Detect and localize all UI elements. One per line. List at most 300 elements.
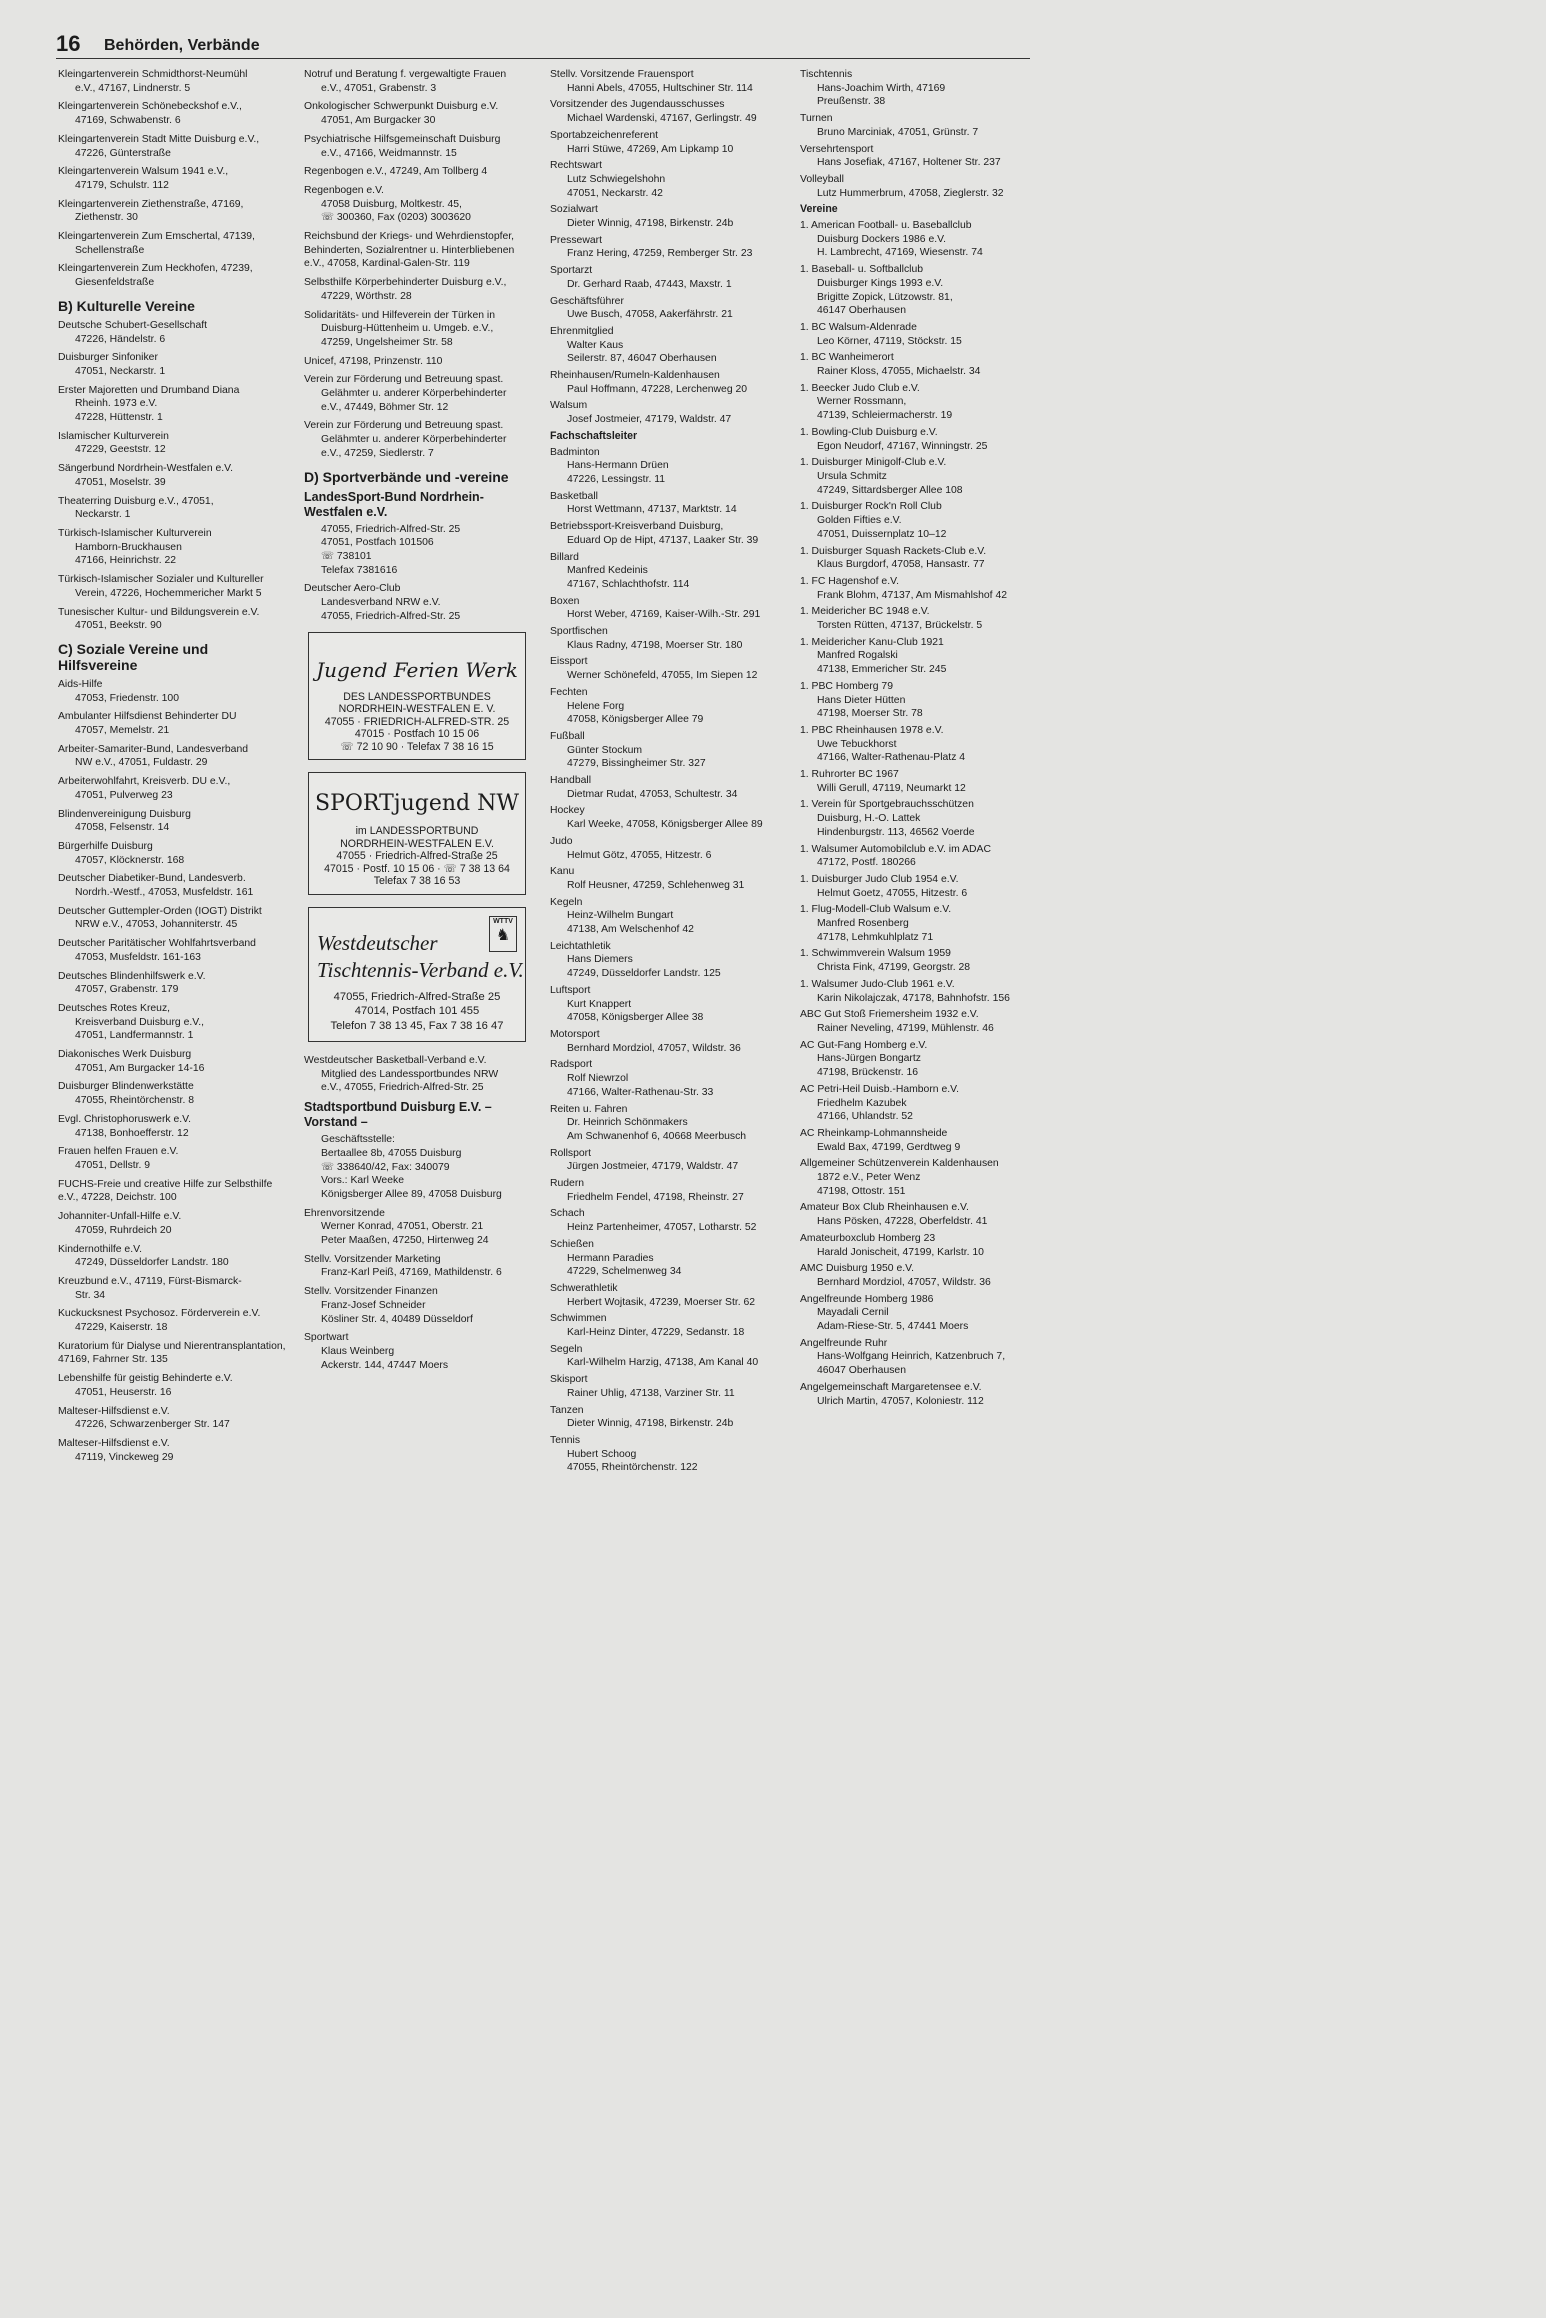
jugendferienwerk-logo: Jugend Ferien Werk [316,657,518,682]
entry-detail: Karl-Wilhelm Harzig, 47138, Am Kanal 40 [567,1357,759,1369]
entry-name: Regenbogen e.V. [304,184,384,196]
entry-name: Rollsport [550,1147,591,1159]
entry-detail: 47051, Duissernplatz 10–12 [817,528,947,540]
role-entry [550,129,786,156]
entry-name: Stellv. Vorsitzende Frauensport [550,69,694,80]
fachschaft-entry [550,1147,786,1174]
fachschaft-entry [550,1343,786,1370]
entry-name: Kreuzbund e.V., 47119, Fürst-Bismarck- [58,1275,242,1287]
entry-detail: Josef Jostmeier, 47179, Waldstr. 47 [567,414,732,426]
entry-name: Malteser-Hilfsdienst e.V. [58,1437,170,1449]
entry-detail: Walter Kaus [567,339,624,351]
verein-entry [800,351,1032,378]
directory-entry [304,373,534,414]
directory-entry [58,133,288,160]
text-line: Vors.: Karl Weeke [321,1175,404,1187]
fachschaft-entry [550,625,786,652]
page-number: 16 [56,31,81,56]
entry-name: Segeln [550,1343,583,1355]
entry-name: Judo [550,835,573,847]
directory-entry [58,68,288,95]
entry-detail: 47051, Landfermannstr. 1 [75,1030,194,1042]
basketball-entry [304,1054,534,1095]
entry-name: Pressewart [550,234,602,246]
fachschaft-entry [800,143,1032,170]
entry-detail: Duisburg, H.-O. Lattek [817,813,921,825]
ad-jugendferienwerk [308,632,526,761]
entry-name: Motorsport [550,1029,600,1040]
entry-name: Duisburger Blindenwerkstätte [58,1081,194,1093]
entry-detail: Ursula Schmitz [817,470,887,482]
entry-detail: Dr. Gerhard Raab, 47443, Maxstr. 1 [567,278,732,290]
entry-detail: Heinz Partenheimer, 47057, Lotharstr. 52 [567,1222,757,1234]
entry-detail: 47055, Rheintörchenstr. 8 [75,1095,194,1107]
entry-name: Betriebssport-Kreisverband Duisburg, [550,521,724,533]
ad-wttv [308,907,526,1043]
fachschaft-entry [550,1312,786,1339]
directory-entry [58,1210,288,1237]
directory-entry [58,100,288,127]
verein-entry [800,798,1032,839]
text-line: 47055 · FRIEDRICH-ALFRED-STR. 25 [324,715,510,728]
fachschaft-entry [550,730,786,771]
entry-name: Rudern [550,1178,585,1190]
entry-detail: 47166, Uhlandstr. 52 [817,1111,913,1123]
entry-name: Schwerathletik [550,1282,618,1294]
entry-name: Rechtswart [550,160,602,172]
entry-name: Angelgemeinschaft Margaretensee e.V. [800,1381,982,1393]
entry-detail: Werner Rossmann, [817,396,907,408]
entry-name: Skisport [550,1374,588,1386]
entry-name: Fußball [550,730,585,742]
entry-detail: 47226, Schwarzenberger Str. 147 [75,1419,230,1431]
entry-name: 1. FC Hagenshof e.V. [800,575,899,587]
text-line: DES LANDESSPORTBUNDES [343,690,491,703]
verein-entry [800,636,1032,677]
entry-detail: Gelähmter u. anderer Körperbehinderter [321,388,507,400]
entry-detail: 47051, Neckarstr. 42 [567,187,663,199]
entry-name: 1. Duisburger Judo Club 1954 e.V. [800,873,959,885]
directory-entry [58,905,288,932]
entry-name: FUCHS-Freie und creative Hilfe zur Selbsthilfe e.V., 47228, Deichstr. 100 [58,1178,273,1204]
text-line: ☏ 738101 [321,550,372,562]
entry-name: Basketball [550,490,598,502]
entry-detail: 47138, Emmericher Str. 245 [817,664,947,676]
role-entry [550,98,786,125]
entry-name: Unicef, 47198, Prinzenstr. 110 [304,355,443,367]
directory-entry [58,198,288,225]
entry-detail: 47167, Schlachthofstr. 114 [567,578,690,590]
entry-name: Kleingartenverein Zum Heckhofen, 47239, [58,263,253,275]
role-entry [550,68,786,95]
entry-detail: Ackerstr. 144, 47447 Moers [321,1359,449,1371]
entry-detail: 47051, Heuserstr. 16 [75,1386,172,1398]
entry-detail: Rolf Heusner, 47259, Schlehenweg 31 [567,879,745,891]
fachschaft-entry [550,520,786,547]
entry-name: 1. BC Walsum-Aldenrade [800,321,917,333]
entry-detail: 47055, Friedrich-Alfred-Str. 25 [321,610,461,622]
entry-detail: Helene Forg [567,700,625,712]
verein-entry [800,263,1032,318]
directory-entry [58,384,288,425]
entry-detail: 47226, Günterstraße [75,147,171,159]
text-line: im LANDESSPORTBUND [355,825,479,837]
directory-entry [58,1178,288,1205]
entry-detail: 47198, Brückenstr. 16 [817,1067,919,1079]
verein-entry [800,724,1032,765]
entry-name: 1. Verein für Sportgebrauchsschützen [800,799,974,811]
role-entry [550,369,786,396]
section-heading-c: C) Soziale Vereine und Hilfsvereine [58,640,209,673]
entry-name: Kindernothilfe e.V. [58,1243,142,1255]
entry-name: Türkisch-Islamischer Kulturverein [58,527,212,539]
column-1 [58,68,288,1469]
entry-detail: 47166, Walter-Rathenau-Str. 33 [567,1086,714,1098]
entry-detail: Kurt Knappert [567,998,632,1010]
entry-detail: Christa Fink, 47199, Georgstr. 28 [817,962,971,974]
entry-list [304,68,534,461]
entry-detail: Torsten Rütten, 47137, Brückelstr. 5 [817,620,983,632]
entry-name: Westdeutscher Basketball-Verband e.V. [304,1055,487,1066]
verein-entry [800,575,1032,602]
entry-name: Boxen [550,595,580,607]
entry-name: 1. Beecker Judo Club e.V. [800,382,920,394]
text-line: Telefax 7381616 [321,564,398,576]
fachschaft-entry [800,173,1032,200]
entry-detail: 47229, Geeststr. 12 [75,444,166,456]
entry-detail: 47229, Wörthstr. 28 [321,290,412,302]
entry-name: AC Petri-Heil Duisb.-Hamborn e.V. [800,1083,959,1095]
sportjugend-logo: SPORTjugend NW [315,791,519,816]
directory-entry [304,230,534,271]
section-heading-d: D) Sportverbände und -vereine [304,468,509,485]
entry-detail: 47053, Friedenstr. 100 [75,692,179,704]
entry-list [550,68,786,427]
directory-entry [58,808,288,835]
fachschaft-entry [550,1207,786,1234]
entry-detail: 47051, Dellstr. 9 [75,1160,151,1171]
entry-detail: Karin Nikolajczak, 47178, Bahnhofstr. 156 [817,992,1010,1004]
entry-detail: 47138, Am Welschenhof 42 [567,924,694,936]
entry-detail: 47053, Musfeldstr. 161-163 [75,951,201,963]
entry-detail: Hans-Jürgen Bongartz [817,1053,921,1065]
entry-name: 1. Meidericher Kanu-Club 1921 [800,636,944,648]
verein-entry [800,1232,1032,1259]
entry-name: Deutscher Guttempler-Orden (IOGT) Distrikt [58,905,262,917]
entry-detail: Hamborn-Bruckhausen [75,541,182,553]
directory-entry [58,970,288,997]
page-title: Behörden, Verbände [104,37,260,54]
verein-entry [800,426,1032,453]
verein-entry [800,947,1032,974]
entry-detail: 47051, Am Burgacker 14-16 [75,1062,205,1074]
entry-detail: 47051, Beekstr. 90 [75,620,162,632]
ad-text [309,990,525,1034]
entry-detail: e.V., 47166, Weidmannstr. 15 [321,147,457,159]
verein-entry [800,1262,1032,1289]
entry-detail: Hindenburgstr. 113, 46562 Voerde [817,826,975,838]
text-line: 47055, Friedrich-Alfred-Straße 25 [333,990,501,1003]
entry-name: Frauen helfen Frauen e.V. [58,1146,179,1158]
entry-detail: Paul Hoffmann, 47228, Lerchenweg 20 [567,383,748,395]
entry-name: Türkisch-Islamischer Sozialer und Kultureller [58,574,264,586]
verein-entry [800,873,1032,900]
entry-list [58,68,288,290]
entry-detail: 47279, Bissingheimer Str. 327 [567,758,706,770]
entry-name: Angelfreunde Homberg 1986 [800,1293,934,1305]
entry-detail: Uwe Busch, 47058, Aakerfährstr. 21 [567,309,733,321]
entry-name: Aids-Hilfe [58,678,103,690]
text-line: ☏ 338640/42, Fax: 340079 [321,1161,450,1173]
entry-detail: Franz-Karl Peiß, 47169, Mathildenstr. 6 [321,1267,502,1279]
entry-detail: Uwe Tebuckhorst [817,738,897,750]
entry-detail: 47055, Rheintörchenstr. 122 [567,1462,698,1474]
entry-detail: Dieter Winnig, 47198, Birkenstr. 24b [567,218,734,230]
entry-name: Kleingartenverein Walsum 1941 e.V., [58,166,229,178]
entry-detail: Duisburg-Hüttenheim u. Umgeb. e.V., [321,323,494,335]
directory-entry [58,430,288,457]
entry-detail: Herbert Wojtasik, 47239, Moerser Str. 62 [567,1296,756,1308]
entry-name: Kleingartenverein Ziethenstraße, 47169, [58,198,244,210]
entry-name: 1. Duisburger Rock'n Roll Club [800,501,942,513]
entry-detail: Neckarstr. 1 [75,509,131,521]
entry-detail: Hans-Wolfgang Heinrich, Katzenbruch 7, [817,1351,1006,1363]
fachschaft-entry [550,1373,786,1400]
entry-name: Kleingartenverein Zum Emschertal, 47139, [58,231,255,243]
column-4 [800,68,1032,1411]
entry-detail: Seilerstr. 87, 46047 Oberhausen [567,353,717,365]
fachschaftsleiter-heading: Fachschaftsleiter [550,429,638,442]
directory-entry [58,775,288,802]
entry-detail: 47229, Kaiserstr. 18 [75,1322,168,1334]
entry-detail: Landesverband NRW e.V. [321,597,441,609]
directory-entry [58,1145,288,1172]
entry-name: 1. American Football- u. Baseballclub [800,220,972,232]
entry-detail: Dieter Winnig, 47198, Birkenstr. 24b [567,1418,734,1430]
entry-name: Islamischer Kulturverein [58,430,169,442]
entry-detail: Klaus Burgdorf, 47058, Hansastr. 77 [817,559,985,571]
entry-list [800,68,1032,200]
entry-name: Evgl. Christophoruswerk e.V. [58,1113,192,1125]
entry-name: Tischtennis [800,69,853,80]
fachschaft-entry [550,774,786,801]
entry-name: Schwimmen [550,1313,607,1325]
entry-detail: 47229, Schelmenweg 34 [567,1266,682,1278]
entry-detail: Brigitte Zopick, Lützowstr. 81, [817,291,953,303]
entry-name: Malteser-Hilfsdienst e.V. [58,1405,170,1417]
entry-detail: 47051, Pulverweg 23 [75,789,173,801]
column-2 [304,68,534,1377]
entry-detail: Rolf Niewrzol [567,1073,629,1085]
directory-entry [58,606,288,633]
entry-name: Sportabzeichenreferent [550,129,659,141]
entry-detail: Ewald Bax, 47199, Gerdtweg 9 [817,1141,961,1153]
text-line: Königsberger Allee 89, 47058 Duisburg [321,1188,502,1200]
directory-entry [58,710,288,737]
entry-detail: Dietmar Rudat, 47053, Schultestr. 34 [567,788,738,800]
entry-name: Ehrenvorsitzende [304,1207,385,1219]
entry-detail: Horst Wettmann, 47137, Marktstr. 14 [567,504,737,516]
directory-entry [58,462,288,489]
verein-entry [800,1201,1032,1228]
entry-detail: 47059, Ruhrdeich 20 [75,1224,172,1236]
entry-detail: 47226, Händelstr. 6 [75,333,166,345]
entry-name: 1. BC Wanheimerort [800,352,894,364]
ad-text [309,825,525,888]
entry-detail: 47228, Hüttenstr. 1 [75,412,163,424]
entry-name: Radsport [550,1059,593,1071]
role-entry [304,1331,534,1372]
entry-detail: Bernhard Mordziol, 47057, Wildstr. 36 [567,1042,741,1054]
verein-entry [800,1293,1032,1334]
verein-entry [800,843,1032,870]
directory-entry [304,276,534,303]
wttv-badge-label: WTTV [493,917,513,925]
directory-entry [58,1307,288,1334]
entry-detail: 47057, Klöcknerstr. 168 [75,854,185,866]
directory-entry [304,309,534,350]
entry-detail: Willi Gerull, 47119, Neumarkt 12 [817,782,966,794]
entry-detail: Karl Weeke, 47058, Königsberger Allee 89 [567,819,763,831]
entry-detail: 47058, Königsberger Allee 38 [567,1012,704,1024]
entry-name: Reichsbund der Kriegs- und Wehrdienstopfer, Behinderten, Sozialrentner u. Hinterbliebenen e.V., 47058, Kardinal-Galen-Str. 119 [304,231,515,270]
role-entry [550,325,786,366]
entry-name: Kanu [550,866,575,878]
ad-text [309,691,525,754]
entry-detail: Franz Hering, 47259, Remberger Str. 23 [567,248,753,260]
entry-name: Kleingartenverein Stadt Mitte Duisburg e.V., [58,133,260,145]
entry-name: Blindenvereinigung Duisburg [58,808,191,820]
entry-name: ABC Gut Stoß Friemersheim 1932 e.V. [800,1009,979,1021]
entry-detail: Karl-Heinz Dinter, 47229, Sedanstr. 18 [567,1327,745,1339]
fachschaft-entry [550,865,786,892]
entry-detail: Golden Fifties e.V. [817,515,902,527]
fachschaft-entry [550,490,786,517]
entry-name: Sportwart [304,1332,349,1344]
entry-detail: Günter Stockum [567,744,643,756]
directory-entry [58,872,288,899]
entry-detail: Rainer Uhlig, 47138, Varziner Str. 11 [567,1387,735,1399]
entry-name: Notruf und Beratung f. vergewaltigte Frauen [304,69,507,80]
directory-entry [58,165,288,192]
entry-detail: e.V., 47449, Böhmer Str. 12 [321,401,449,413]
entry-name: Amateurboxclub Homberg 23 [800,1232,936,1244]
entry-name: Stellv. Vorsitzender Marketing [304,1253,441,1265]
entry-detail: Frank Blohm, 47137, Am Mismahlshof 42 [817,589,1008,601]
entry-name: Eissport [550,656,588,668]
entry-list [800,219,1032,1408]
fachschaft-entry [550,1238,786,1279]
column-3 [550,68,786,1478]
entry-detail: 47226, Lessingstr. 11 [567,473,666,485]
entry-name: Volleyball [800,173,844,185]
entry-detail: Kösliner Str. 4, 40489 Düsseldorf [321,1313,473,1325]
role-entry [550,203,786,230]
entry-detail: e.V., 47051, Grabenstr. 3 [321,82,437,94]
entry-detail: Horst Weber, 47169, Kaiser-Wilh.-Str. 291 [567,609,761,621]
entry-name: 1. Flug-Modell-Club Walsum e.V. [800,904,952,916]
entry-detail: 47051, Am Burgacker 30 [321,115,436,127]
entry-name: Luftsport [550,984,591,996]
entry-detail: Manfred Kedeinis [567,565,648,577]
entry-detail: Str. 34 [75,1289,106,1301]
text-line: 47055 · Friedrich-Alfred-Straße 25 [336,850,498,862]
role-entry [550,159,786,200]
entry-name: Vorsitzender des Jugendausschusses [550,99,725,111]
directory-entry [58,230,288,257]
entry-detail: 47249, Sittardsberger Allee 108 [817,484,963,496]
entry-detail: Mayadali Cernil [817,1307,889,1319]
verein-entry [800,545,1032,572]
directory-entry [58,743,288,770]
lsb-title: LandesSport-Bund Nordrhein-Westfalen e.V. [304,489,484,519]
entry-name: AC Rheinkamp-Lohmannsheide [800,1127,948,1139]
directory-entry [58,1243,288,1270]
entry-name: Solidaritäts- und Hilfeverein der Türken in [304,309,495,321]
entry-detail: 1872 e.V., Peter Wenz [817,1172,921,1184]
entry-name: Onkologischer Schwerpunkt Duisburg e.V. [304,101,499,113]
fachschaft-entry [550,1028,786,1055]
entry-detail: Hans-Joachim Wirth, 47169 [817,82,946,94]
entry-detail: Hanni Abels, 47055, Hultschiner Str. 114 [567,82,753,94]
entry-detail: 47259, Ungelsheimer Str. 58 [321,336,453,348]
entry-name: Erster Majoretten und Drumband Diana [58,384,240,396]
verein-entry [800,1157,1032,1198]
verein-entry [800,219,1032,260]
entry-detail: Friedhelm Kazubek [817,1097,907,1109]
entry-name: Deutsches Rotes Kreuz, [58,1002,171,1014]
fachschaft-entry [800,68,1032,109]
entry-name: Kleingartenverein Schönebeckshof e.V., [58,101,242,113]
entry-name: Schach [550,1208,585,1220]
entry-detail: Ziethenstr. 30 [75,212,138,224]
entry-name: 1. Bowling-Club Duisburg e.V. [800,426,938,438]
entry-detail: 47166, Walter-Rathenau-Platz 4 [817,752,966,764]
text-line: NORDRHEIN-WESTFALEN E.V. [340,837,494,850]
fachschaft-entry [550,655,786,682]
directory-entry [58,937,288,964]
entry-detail: Hans Josefiak, 47167, Holtener Str. 237 [817,157,1001,169]
entry-name: Geschäftsführer [550,295,624,307]
entry-name: Stellv. Vorsitzender Finanzen [304,1286,438,1298]
verein-entry [800,1083,1032,1124]
entry-detail: 47057, Memelstr. 21 [75,725,170,737]
entry-detail: Gelähmter u. anderer Körperbehinderter [321,434,507,446]
entry-name: Rheinhausen/Rumeln-Kaldenhausen [550,370,720,382]
entry-name: Sportfischen [550,626,608,638]
entry-detail: e.V., 47259, Siedlerstr. 7 [321,447,434,459]
entry-name: Hockey [550,805,585,817]
entry-detail: Klaus Radny, 47198, Moerser Str. 180 [567,639,743,651]
entry-name: Tunesischer Kultur- und Bildungsverein e.V. [58,606,260,618]
entry-name: Johanniter-Unfall-Hilfe e.V. [58,1211,182,1223]
fachschaft-entry [550,686,786,727]
text-line: Telefax 7 38 16 53 [373,875,461,887]
text-line: 47051, Postfach 101506 [321,537,434,549]
entry-detail: Michael Wardenski, 47167, Gerlingstr. 49 [567,113,757,125]
directory-entry [58,1437,288,1464]
entry-detail: Manfred Rosenberg [817,918,909,930]
role-entry [304,1285,534,1326]
entry-detail: Duisburg Dockers 1986 e.V. [817,233,946,245]
entry-name: Fechten [550,686,588,698]
text-line: ☏ 72 10 90 · Telefax 7 38 16 15 [340,740,494,753]
entry-name: Selbsthilfe Körperbehinderter Duisburg e.V., [304,277,507,289]
entry-detail: Giesenfeldstraße [75,277,155,289]
fachschaft-entry [550,595,786,622]
entry-name: Leichtathletik [550,940,611,952]
vereine-heading: Vereine [800,203,838,216]
